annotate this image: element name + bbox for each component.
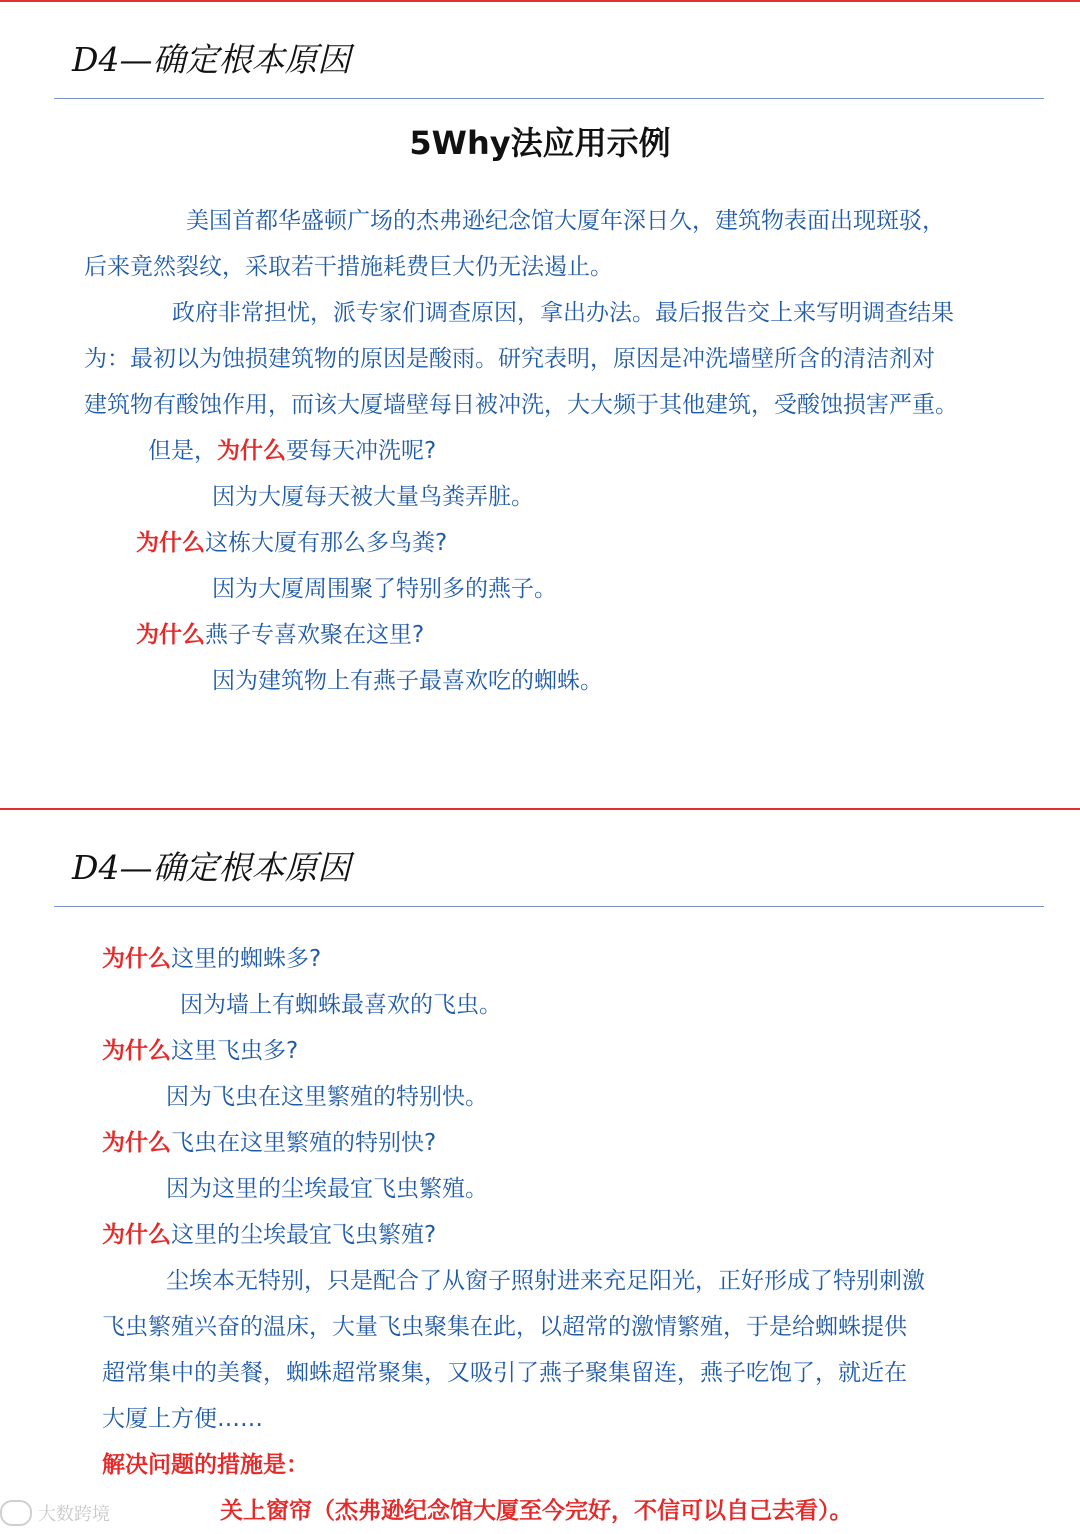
paragraph-line: 大厦上方便……: [102, 1406, 263, 1432]
why-label: 为什么: [102, 946, 171, 972]
why-question-3: [136, 620, 424, 650]
watermark-logo-icon: [0, 1500, 32, 1526]
question-text: 这里的蜘蛛多?: [171, 946, 322, 972]
answer-3: 因为建筑物上有燕子最喜欢吃的蜘蛛。: [212, 668, 603, 694]
paragraph-line: 飞虫繁殖兴奋的温床，大量飞虫聚集在此，以超常的激情繁殖，于是给蜘蛛提供: [102, 1314, 907, 1340]
question-text: 这里的尘埃最宜飞虫繁殖?: [171, 1222, 437, 1248]
paragraph-line: 政府非常担忧，派专家们调查原因，拿出办法。最后报告交上来写明调查结果: [172, 300, 954, 326]
paragraph-line: 建筑物有酸蚀作用，而该大厦墙壁每日被冲洗，大大频于其他建筑，受酸蚀损害严重。: [84, 392, 958, 418]
why-question-6: [102, 1128, 436, 1158]
why-label: 为什么: [102, 1130, 171, 1156]
why-label: 为什么: [102, 1222, 171, 1248]
paragraph-line: 美国首都华盛顿广场的杰弗逊纪念馆大厦年深日久，建筑物表面出现斑驳，: [186, 208, 945, 234]
answer-1: 因为大厦每天被大量鸟粪弄脏。: [212, 484, 534, 510]
why-label: 为什么: [136, 622, 205, 648]
slide-title: D4—确定根本原因: [72, 848, 351, 887]
why-question-2: [136, 528, 447, 558]
solution-label: 解决问题的措施是：: [102, 1452, 309, 1478]
paragraph-line: 超常集中的美餐，蜘蛛超常聚集，又吸引了燕子聚集留连，燕子吃饱了，就近在: [102, 1360, 907, 1386]
answer-4: 因为墙上有蜘蛛最喜欢的飞虫。: [180, 992, 502, 1018]
why-label: 为什么: [217, 438, 286, 464]
why-question-1: [148, 436, 436, 466]
solution-text: 关上窗帘（杰弗逊纪念馆大厦至今完好，不信可以自己去看）。: [220, 1498, 853, 1524]
title-divider: [54, 906, 1044, 907]
question-text: 要每天冲洗呢?: [286, 438, 437, 464]
slide-top-border: [0, 0, 1080, 2]
paragraph-line: 尘埃本无特别，只是配合了从窗子照射进来充足阳光，正好形成了特别刺激: [166, 1268, 925, 1294]
slide-top-border: [0, 808, 1080, 810]
answer-6: 因为这里的尘埃最宜飞虫繁殖。: [166, 1176, 488, 1202]
question-text: 这栋大厦有那么多鸟粪?: [205, 530, 448, 556]
why-question-4: [102, 944, 321, 974]
slide-title: D4—确定根本原因: [72, 40, 351, 79]
watermark: [0, 1500, 110, 1526]
why-question-7: [102, 1220, 436, 1250]
answer-5: 因为飞虫在这里繁殖的特别快。: [166, 1084, 488, 1110]
slide-2: [0, 808, 1080, 1534]
answer-2: 因为大厦周围聚了特别多的燕子。: [212, 576, 557, 602]
question-text: 飞虫在这里繁殖的特别快?: [171, 1130, 437, 1156]
paragraph-line: 后来竟然裂纹，采取若干措施耗费巨大仍无法遏止。: [84, 254, 613, 280]
why-question-5: [102, 1036, 298, 1066]
slide-subtitle: 5Why法应用示例: [409, 124, 671, 162]
watermark-text: 大数跨境: [38, 1504, 110, 1525]
question-prefix: 但是，: [148, 438, 217, 464]
why-label: 为什么: [136, 530, 205, 556]
paragraph-line: 为：最初以为蚀损建筑物的原因是酸雨。研究表明，原因是冲洗墙壁所含的清洁剂对: [84, 346, 935, 372]
question-text: 燕子专喜欢聚在这里?: [205, 622, 425, 648]
title-divider: [54, 98, 1044, 99]
question-text: 这里飞虫多?: [171, 1038, 299, 1064]
why-label: 为什么: [102, 1038, 171, 1064]
